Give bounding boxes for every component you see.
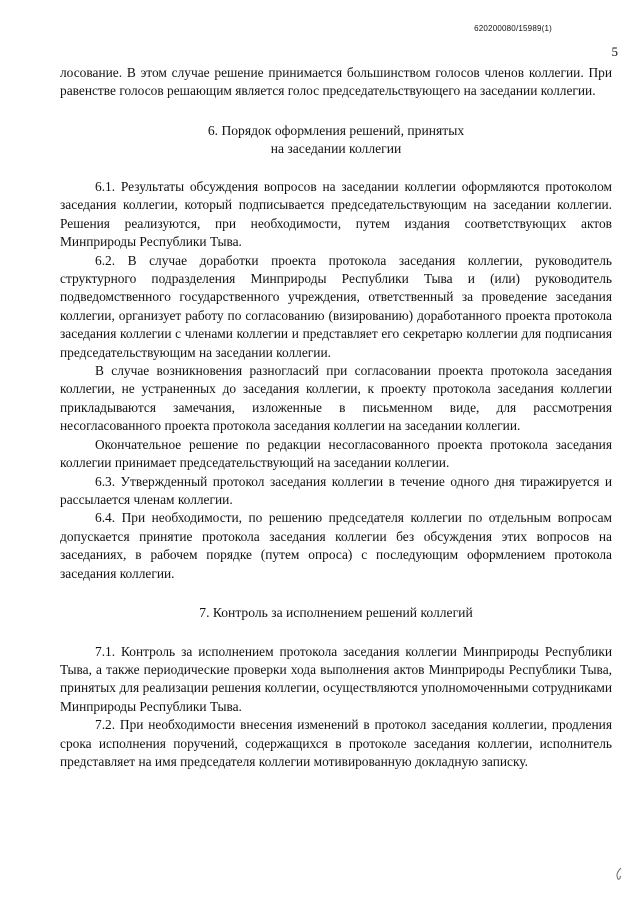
paragraph-7-1: 7.1. Контроль за исполнением протокола заседания коллегии Минприроды Республики Тыва, а также периодические проверки хода выполнения актов Минприроды Республики Тыва, принятых для реализации решения коллегии, осуществляются уполномоченными сотрудниками Минприроды Республики Тыва. <box>60 643 612 714</box>
section-6-heading-line-1: 6. Порядок оформления решений, принятых <box>207 122 465 138</box>
section-7-heading <box>60 604 612 623</box>
page-body <box>60 64 612 771</box>
paragraph-6-2: 6.2. В случае доработки проекта протокола заседания коллегии, руководитель структурного подразделения Минприроды Республики Тыва и (или) руководитель подведомственного государственного учреждения, ответственный за проведение заседания коллегии, организует работу по согласованию (визированию) доработанного проекта протокола заседания коллегии с членами коллегии и представляет его секретарю коллегии для подписания председательствующим на заседании коллегии. <box>60 252 612 360</box>
page-number: 5 <box>611 44 618 59</box>
paragraph-6-1: 6.1. Результаты обсуждения вопросов на заседании коллегии оформляются протоколом заседания коллегии, который подписывается председательствующим на заседании коллегии. Решения реализуются, при необходимости, путем издания соответствующих актов Минприроды Республики Тыва. <box>60 179 612 250</box>
intro-paragraph: лосование. В этом случае решение принимается большинством голосов членов коллегии. При равенстве голосов решающим является голос председательствующего на заседании коллегии. <box>60 65 612 99</box>
handwritten-mark <box>614 866 624 887</box>
section-6-heading <box>60 122 612 159</box>
document-code: 620200080/15989(1) <box>474 24 552 33</box>
paragraph-6-2-final-decision: Окончательное решение по редакции несогласованного проекта протокола заседания коллегии принимает председательствующий на заседании коллегии. <box>60 436 612 471</box>
paragraph-7-2: 7.2. При необходимости внесения изменений в протокол заседания коллегии, продления срока исполнения поручений, содержащихся в протоколе заседания коллегии, исполнитель представляет на имя председателя коллегии мотивированную докладную записку. <box>60 717 612 769</box>
section-6-heading-line-2: на заседании коллегии <box>270 141 402 157</box>
section-7-heading-line: 7. Контроль за исполнением решений коллегий <box>199 604 473 620</box>
handwritten-mark-icon <box>614 866 624 882</box>
paragraph-6-2-disagreements: В случае возникновения разногласий при согласовании проекта протокола заседания коллегии, не устраненных до заседания коллегии, к проекту протокола заседания коллегии прикладываются замечания, изложенные в письменном виде, для рассмотрения несогласованного проекта протокола заседания коллегии на заседании коллегии. <box>60 363 612 434</box>
paragraph-6-3: 6.3. Утвержденный протокол заседания коллегии в течение одного дня тиражируется и рассылается членам коллегии. <box>60 473 612 507</box>
paragraph-6-4: 6.4. При необходимости, по решению председателя коллегии по отдельным вопросам допускается принятие протокола заседания коллегии без обсуждения этих вопросов на заседаниях, в рабочем порядке (путем опроса) с последующим оформлением протокола заседания коллегии. <box>60 510 612 581</box>
